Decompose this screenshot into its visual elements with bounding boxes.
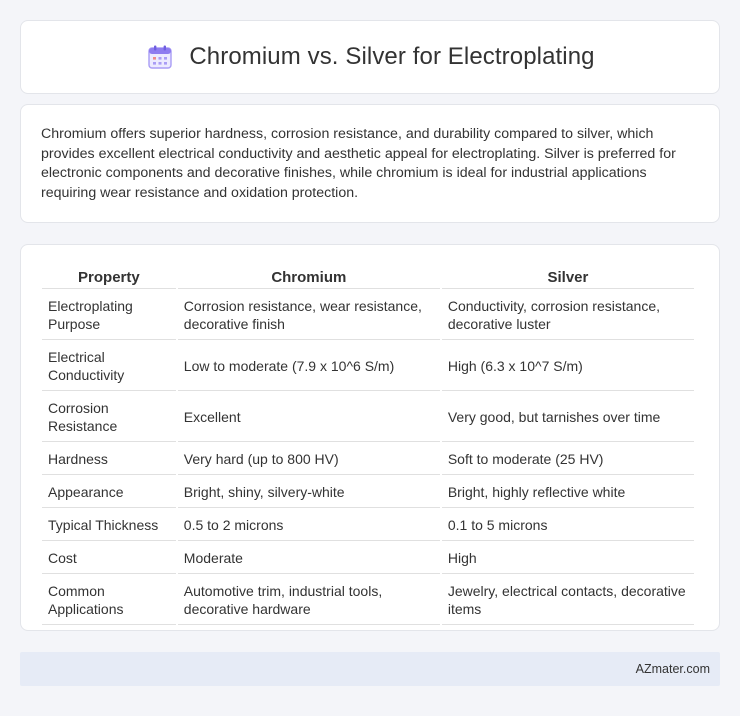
table-header-row	[42, 265, 694, 289]
table-card	[20, 244, 720, 631]
table-row	[42, 576, 694, 625]
row-chromium: 0.5 to 2 microns	[178, 510, 440, 541]
row-property: Electroplating Purpose	[42, 291, 176, 340]
row-chromium: Automotive trim, industrial tools, decorative hardware	[178, 576, 440, 625]
table-row	[42, 393, 694, 442]
row-silver: Conductivity, corrosion resistance, decorative luster	[442, 291, 694, 340]
row-property: Electrical Conductivity	[42, 342, 176, 391]
row-property: Common Applications	[42, 576, 176, 625]
table-row	[42, 342, 694, 391]
row-property: Hardness	[42, 444, 176, 475]
row-silver: Soft to moderate (25 HV)	[442, 444, 694, 475]
intro-paragraph: Chromium offers superior hardness, corrosion resistance, and durability compared to silver, which provides excellent electrical conductivity and aesthetic appeal for electroplating. Silver is preferred for electronic components and decorative finishes, while chromium is ideal for industrial applications requiring wear resistance and oxidation protection.	[41, 126, 676, 201]
row-silver: High (6.3 x 10^7 S/m)	[442, 342, 694, 391]
row-property: Typical Thickness	[42, 510, 176, 541]
row-chromium: Excellent	[178, 393, 440, 442]
page-title: Chromium vs. Silver for Electroplating	[189, 43, 595, 70]
row-property: Appearance	[42, 477, 176, 508]
row-silver: Jewelry, electrical contacts, decorative items	[442, 576, 694, 625]
table-row	[42, 510, 694, 541]
table-row	[42, 543, 694, 574]
row-chromium: Corrosion resistance, wear resistance, decorative finish	[178, 291, 440, 340]
intro-card	[20, 104, 720, 223]
table-row	[42, 291, 694, 340]
row-silver: Very good, but tarnishes over time	[442, 393, 694, 442]
comparison-table	[40, 263, 696, 627]
row-silver: High	[442, 543, 694, 574]
title-card	[20, 20, 720, 94]
footer-site-name: AZmater.com	[635, 662, 710, 676]
table-row	[42, 477, 694, 508]
header-chromium: Chromium	[178, 265, 440, 289]
row-silver: 0.1 to 5 microns	[442, 510, 694, 541]
row-chromium: Low to moderate (7.9 x 10^6 S/m)	[178, 342, 440, 391]
title-wrap	[145, 42, 594, 72]
row-chromium: Moderate	[178, 543, 440, 574]
header-property: Property	[42, 265, 176, 289]
row-chromium: Very hard (up to 800 HV)	[178, 444, 440, 475]
row-property: Cost	[42, 543, 176, 574]
table-row	[42, 444, 694, 475]
calendar-icon	[145, 42, 175, 72]
footer	[20, 652, 720, 686]
header-silver: Silver	[442, 265, 694, 289]
row-property: Corrosion Resistance	[42, 393, 176, 442]
row-chromium: Bright, shiny, silvery-white	[178, 477, 440, 508]
row-silver: Bright, highly reflective white	[442, 477, 694, 508]
